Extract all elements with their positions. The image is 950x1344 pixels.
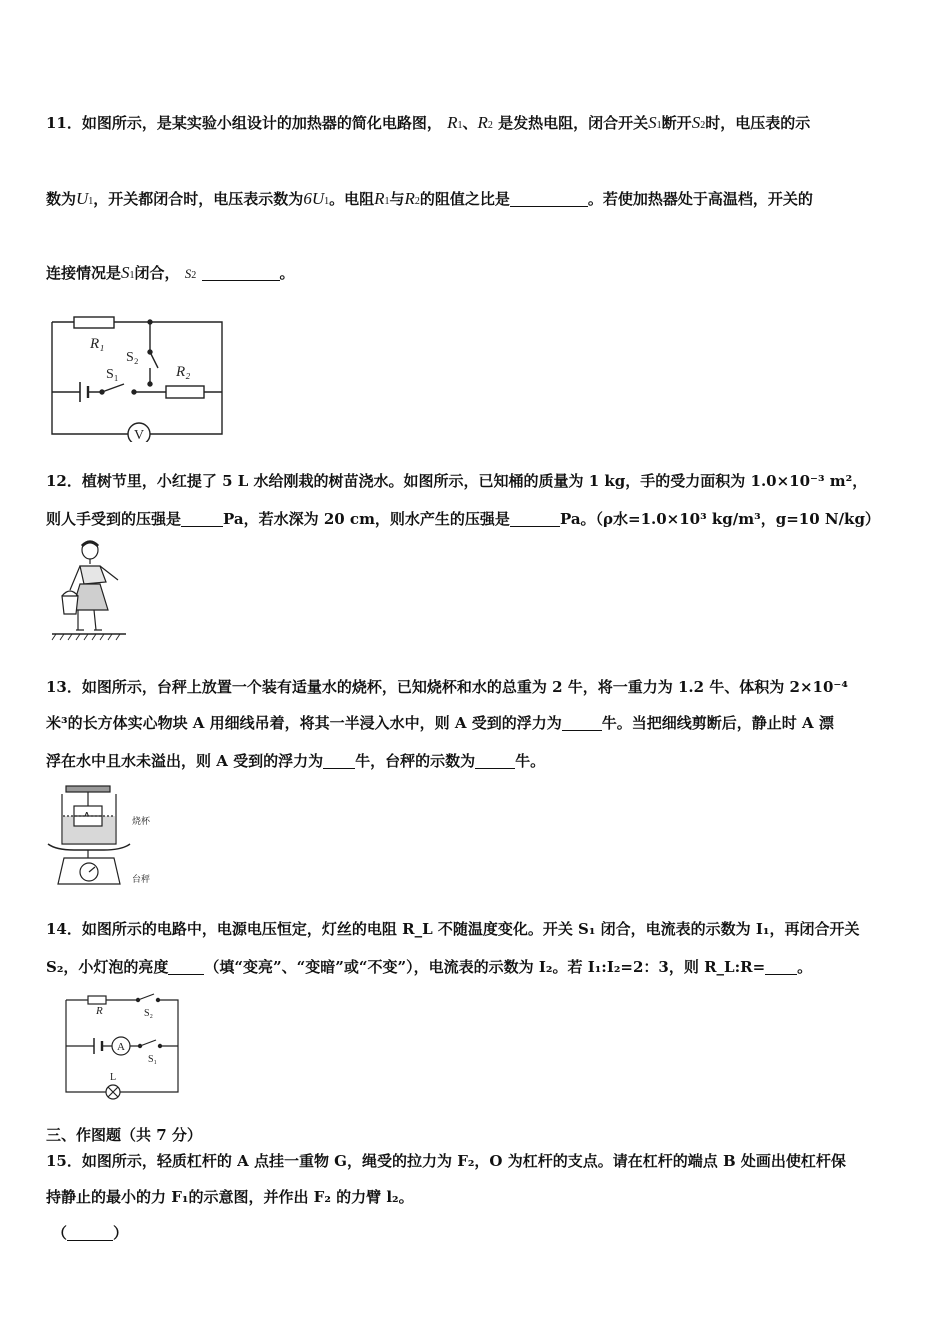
q11-text: 时，电压表的示 [705, 114, 811, 132]
r2-symbol: R2 [477, 113, 493, 132]
q14-circuit-diagram [60, 990, 184, 1104]
s1-symbol: S1 [648, 113, 662, 132]
q11-text: 数为 [46, 190, 77, 208]
answer-blank[interactable] [510, 192, 588, 207]
r-resistor [88, 996, 106, 1004]
q15-line1: 15．如图所示，轻质杠杆的 A 点挂一重物 G，绳受的拉力为 F₂，O 为杠杆的支点。请在杠杆的端点 B 处画出使杠杆保 [46, 1152, 846, 1170]
answer-blank[interactable] [765, 960, 797, 975]
paren-open: （ [52, 1224, 68, 1242]
q11-text: 是发热电阻，闭合开关 [498, 114, 649, 132]
ammeter-label: A [117, 1041, 125, 1053]
q11-text: 。若使加热器处于高温档，开关的 [587, 190, 813, 208]
answer-blank[interactable] [562, 716, 602, 731]
u1-symbol: U1 [76, 189, 94, 208]
q15-line2: 持静止的最小的力 F₁的示意图，并作出 F₂ 的力臂 l₂。 [46, 1188, 414, 1206]
q13-line3 [46, 750, 545, 771]
q12-text: Pa。（ρ水=1.0×10³ kg/m³，g=10 N/kg） [559, 510, 880, 528]
q11-text: 闭合， [134, 264, 180, 282]
q14-text: （填“变亮”、“变暗”或“不变”），电流表的示数为 I₂。若 I₁:I₂=2：3，则 R_L:R= [204, 958, 766, 976]
s2-symbol: S2 [691, 113, 706, 132]
q11-circuit-diagram [46, 316, 231, 442]
beaker-label: 烧杯 [132, 817, 151, 827]
r2-symbol: R2 [404, 189, 420, 208]
answer-blank[interactable] [510, 512, 560, 527]
q12-line2 [46, 508, 880, 529]
q12-girl-with-bucket-image [50, 538, 128, 644]
q11-text: 11．如图所示，是某实验小组设计的加热器的简化电路图， [46, 114, 442, 132]
q13-line1: 13．如图所示，台秤上放置一个装有适量水的烧杯，已知烧杯和水的总重为 2 牛，将一重力为 1.2 牛、体积为 2×10⁻⁴ [46, 678, 848, 696]
q11-line3 [46, 262, 295, 283]
q11-text: 连接情况是 [46, 264, 122, 282]
q12-text: Pa，若水深为 20 cm，则水产生的压强是 [223, 510, 510, 528]
q12-text: 则人手受到的压强是 [46, 510, 182, 528]
q11-text: 与 [389, 190, 405, 208]
r1-label: R₁ [90, 336, 105, 352]
q13-text: 牛，台秤的示数为 [355, 752, 476, 770]
answer-blank[interactable] [168, 960, 204, 975]
r-label: R [96, 1005, 103, 1017]
q14-line2 [46, 956, 812, 977]
answer-blank[interactable] [323, 754, 355, 769]
q14-text: 。 [797, 958, 813, 976]
q11-line1 [46, 112, 810, 133]
lamp-label: L [110, 1072, 117, 1083]
r1-symbol: R1 [374, 189, 390, 208]
s1-symbol: S1 [121, 263, 135, 282]
q14-line1: 14．如图所示的电路中，电源电压恒定，灯丝的电阻 R_L 不随温度变化。开关 S₁ 闭合，电流表的示数为 I₁，再闭合开关 [46, 920, 860, 938]
voltmeter-label: V [134, 428, 145, 442]
s1-label: S₁ [148, 1054, 158, 1065]
answer-blank[interactable] [181, 512, 223, 527]
s1-label: S₁ [106, 367, 119, 382]
s2-symbol: S2 [184, 266, 197, 281]
q12-line1: 12．植树节里，小红提了 5 L 水给刚栽的树苗浇水。如图所示，已知桶的质量为 1 kg，手的受力面积为 1.0×10⁻³ m²， [46, 472, 868, 490]
q11-text: 断开 [661, 114, 692, 132]
paren-close: ） [113, 1224, 129, 1242]
q13-text: 浮在水中且水未溢出，则 A 受到的浮力为 [46, 752, 324, 770]
s2-label: S₂ [126, 350, 139, 365]
q14-text: S₂，小灯泡的亮度 [46, 958, 169, 976]
separator: 、 [462, 114, 478, 132]
q11-text: ，开关都闭合时，电压表示数为 [93, 190, 304, 208]
q11-text: 的阻值之比是 [419, 190, 510, 208]
q13-beaker-scale-diagram [44, 784, 164, 888]
q13-text: 牛。 [515, 752, 546, 770]
q11-text: 。 [279, 264, 295, 282]
scale-label: 台秤 [132, 875, 151, 885]
q15-line3 [52, 1222, 128, 1243]
r1-resistor [74, 317, 114, 328]
q11-line2 [46, 188, 813, 209]
q11-text: 。电阻 [329, 190, 375, 208]
q13-text: 牛。当把细线剪断后，静止时 A 漂 [601, 714, 834, 732]
r2-resistor [166, 386, 204, 398]
section-title: 三、作图题（共 7 分） [46, 1126, 202, 1144]
answer-blank[interactable] [67, 1226, 113, 1241]
answer-blank[interactable] [202, 266, 280, 281]
six-u1-symbol: 6U1 [303, 189, 330, 208]
answer-blank[interactable] [475, 754, 515, 769]
s2-label: S₂ [144, 1008, 154, 1019]
q13-line2 [46, 712, 834, 733]
q13-text: 米³的长方体实心物块 A 用细线吊着，将其一半浸入水中，则 A 受到的浮力为 [46, 714, 562, 732]
r1-symbol: R1 [447, 113, 463, 132]
r2-label: R₂ [176, 364, 191, 380]
